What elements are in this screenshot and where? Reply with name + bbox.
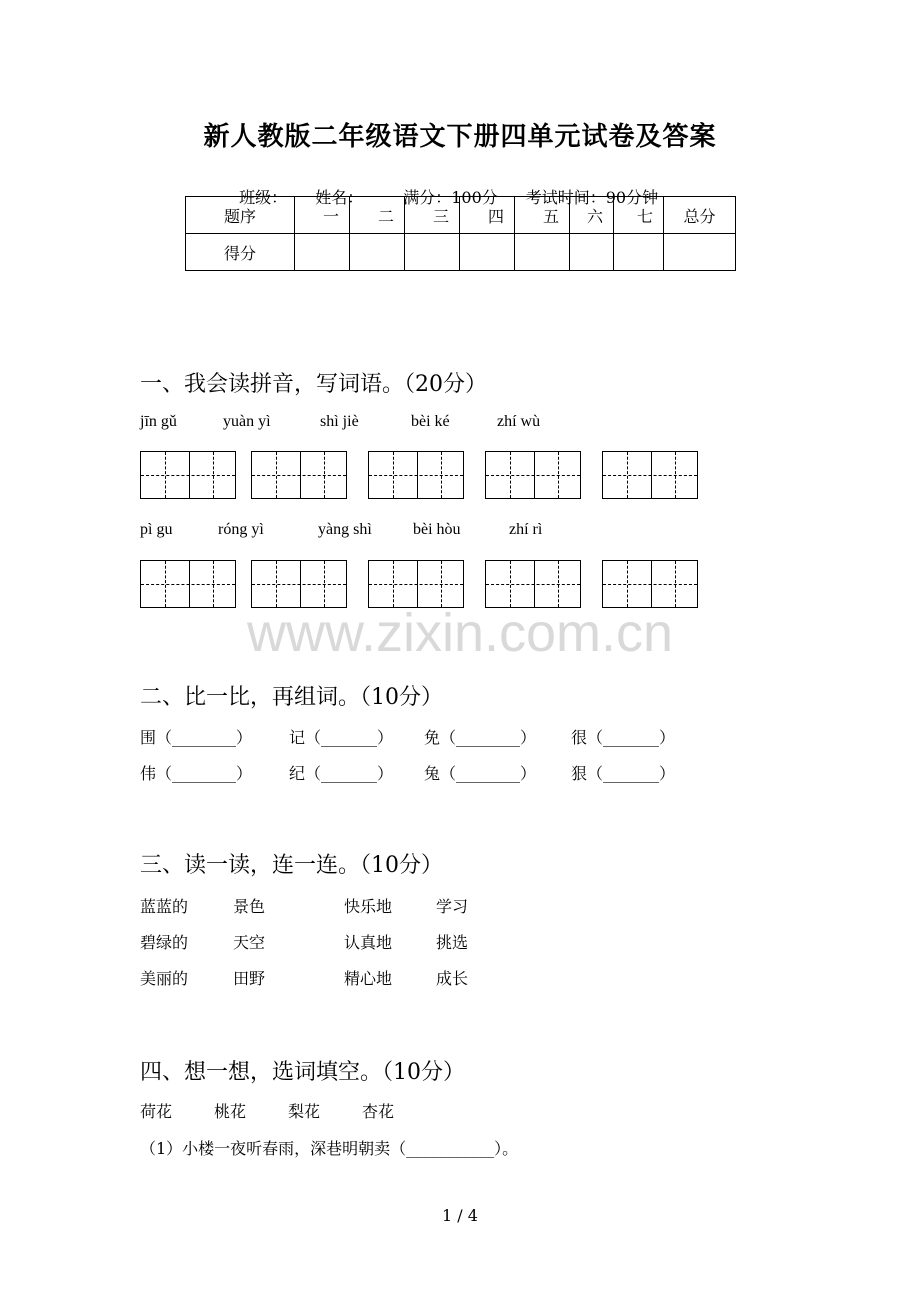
section-heading: 一、我会读拼音，写词语。（20分）: [140, 372, 487, 397]
writing-grid[interactable]: [368, 560, 464, 608]
writing-grid[interactable]: [140, 451, 236, 499]
match-word[interactable]: 成长: [436, 969, 469, 988]
word-blank[interactable]: 围（________）: [140, 728, 253, 747]
match-word[interactable]: 田野: [233, 969, 266, 988]
score-input-cell[interactable]: [570, 234, 614, 271]
page-number: 1 / 4: [442, 1206, 478, 1225]
pinyin: yàng shì: [318, 521, 372, 538]
writing-grid[interactable]: [140, 560, 236, 608]
word-blank[interactable]: 纪（_______）: [289, 764, 394, 783]
word-blank[interactable]: 免（________）: [424, 728, 537, 747]
page-title: 新人教版二年级语文下册四单元试卷及答案: [203, 122, 717, 152]
score-input-cell[interactable]: [664, 234, 736, 271]
pinyin: zhí wù: [497, 413, 541, 430]
table-cell: 总分: [664, 197, 736, 234]
score-input-cell[interactable]: [460, 234, 515, 271]
table-row: [186, 234, 736, 271]
word-option: 杏花: [362, 1102, 395, 1121]
full-score: 满分：100分: [403, 188, 498, 207]
score-input-cell[interactable]: [405, 234, 460, 271]
writing-grid[interactable]: [368, 451, 464, 499]
writing-grid[interactable]: [485, 560, 581, 608]
table-cell: 三: [405, 197, 460, 234]
match-word[interactable]: 挑选: [436, 933, 469, 952]
table-cell: 一: [295, 197, 350, 234]
table-cell: 五: [515, 197, 570, 234]
word-blank[interactable]: 兔（________）: [424, 764, 537, 783]
score-input-cell[interactable]: [515, 234, 570, 271]
name-label: 姓名：: [315, 188, 364, 207]
match-word[interactable]: 学习: [436, 897, 469, 916]
pinyin: jīn gǔ: [140, 413, 177, 430]
pinyin: yuàn yì: [223, 413, 271, 430]
table-cell: 四: [460, 197, 515, 234]
pinyin: bèi ké: [411, 413, 450, 430]
match-word[interactable]: 天空: [233, 933, 266, 952]
pinyin: shì jiè: [320, 413, 359, 430]
match-word[interactable]: 精心地: [344, 969, 393, 988]
pinyin: pì gu: [140, 521, 173, 538]
section-heading: 二、比一比，再组词。（10分）: [140, 685, 443, 710]
watermark: www.zixin.com.cn: [246, 603, 674, 663]
match-word[interactable]: 美丽的: [140, 969, 189, 988]
table-cell: 六: [570, 197, 614, 234]
word-option: 桃花: [214, 1102, 247, 1121]
writing-grid[interactable]: [251, 560, 347, 608]
match-word[interactable]: 蓝蓝的: [140, 897, 189, 916]
word-blank[interactable]: 狠（_______）: [571, 764, 676, 783]
match-word[interactable]: 认真地: [344, 933, 393, 952]
table-cell: 二: [350, 197, 405, 234]
table-cell: 得分: [186, 234, 295, 271]
table-cell: 题序: [186, 197, 295, 234]
table-cell: 七: [614, 197, 664, 234]
pinyin: róng yì: [218, 521, 264, 538]
pinyin: zhí rì: [509, 521, 543, 538]
exam-time: 考试时间：90分钟: [525, 188, 659, 207]
score-input-cell[interactable]: [350, 234, 405, 271]
writing-grid[interactable]: [602, 451, 698, 499]
section-heading: 四、想一想，选词填空。（10分）: [140, 1060, 465, 1085]
word-blank[interactable]: 伟（________）: [140, 764, 253, 783]
word-blank[interactable]: 很（_______）: [571, 728, 676, 747]
score-input-cell[interactable]: [614, 234, 664, 271]
score-table: [185, 196, 736, 271]
word-option: 荷花: [140, 1102, 173, 1121]
score-input-cell[interactable]: [295, 234, 350, 271]
writing-grid[interactable]: [251, 451, 347, 499]
match-word[interactable]: 碧绿的: [140, 933, 189, 952]
section-heading: 三、读一读，连一连。（10分）: [140, 853, 443, 878]
word-blank[interactable]: 记（_______）: [289, 728, 394, 747]
word-option: 梨花: [288, 1102, 321, 1121]
pinyin: bèi hòu: [413, 521, 461, 538]
question-fill-blank[interactable]: （1）小楼一夜听春雨，深巷明朝卖（___________）。: [140, 1139, 519, 1158]
match-word[interactable]: 景色: [233, 897, 266, 916]
table-row: [186, 197, 736, 234]
match-word[interactable]: 快乐地: [344, 897, 393, 916]
writing-grid[interactable]: [485, 451, 581, 499]
writing-grid[interactable]: [602, 560, 698, 608]
class-label: 班级：: [239, 188, 288, 207]
